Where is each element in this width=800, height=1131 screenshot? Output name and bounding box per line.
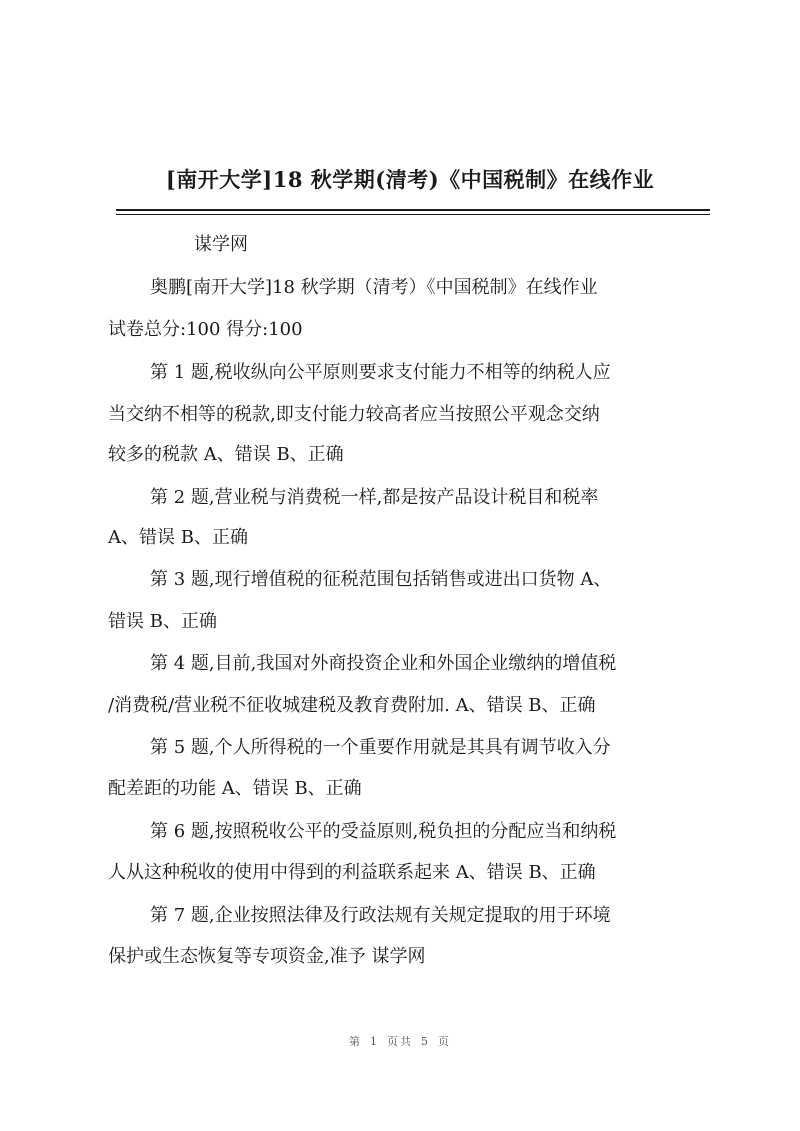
- title-rule-thin: [116, 214, 710, 215]
- title-rule-thick: [116, 209, 710, 211]
- footer-label-3: 页: [438, 1035, 451, 1048]
- question-5-line-1: 第 5 题,个人所得税的一个重要作用就是其具有调节收入分: [150, 737, 611, 758]
- question-7-line-1: 第 7 题,企业按照法律及行政法规有关规定提取的用于环境: [150, 905, 611, 926]
- question-4-line-2: /消费税/营业税不征收城建税及教育费附加. A、错误 B、正确: [108, 695, 596, 716]
- question-3-line-2: 错误 B、正确: [108, 611, 217, 632]
- question-1-line-3: 较多的税款 A、错误 B、正确: [108, 444, 344, 465]
- question-1-line-2: 当交纳不相等的税款,即支付能力较高者应当按照公平观念交纳: [108, 404, 600, 425]
- question-3-line-1: 第 3 题,现行增值税的征税范围包括销售或进出口货物 A、: [150, 569, 612, 590]
- score-line: 试卷总分:100 得分:100: [108, 319, 303, 340]
- question-7-line-2: 保护或生态恢复等专项资金,准予 谋学网: [108, 946, 426, 967]
- brand-line: 谋学网: [194, 234, 248, 255]
- question-2-line-1: 第 2 题,营业税与消费税一样,都是按产品设计税目和税率: [150, 487, 599, 508]
- page-footer: [0, 1033, 800, 1049]
- question-2-line-2: A、错误 B、正确: [108, 527, 248, 548]
- footer-current-page: 1: [370, 1035, 379, 1048]
- question-6-line-2: 人从这种税收的使用中得到的利益联系起来 A、错误 B、正确: [108, 862, 596, 883]
- document-title: [南开大学]18 秋学期(清考)《中国税制》在线作业: [165, 167, 655, 192]
- question-4-line-1: 第 4 题,目前,我国对外商投资企业和外国企业缴纳的增值税: [150, 653, 617, 674]
- footer-label-1: 第: [349, 1035, 362, 1048]
- footer-label-2: 页共: [387, 1035, 413, 1048]
- question-6-line-1: 第 6 题,按照税收公平的受益原则,税负担的分配应当和纳税: [150, 821, 617, 842]
- question-1-line-1: 第 1 题,税收纵向公平原则要求支付能力不相等的纳税人应: [150, 362, 611, 383]
- question-5-line-2: 配差距的功能 A、错误 B、正确: [108, 778, 362, 799]
- subtitle-line: 奥鹏[南开大学]18 秋学期（清考）《中国税制》在线作业: [150, 277, 598, 298]
- footer-total-pages: 5: [421, 1035, 430, 1048]
